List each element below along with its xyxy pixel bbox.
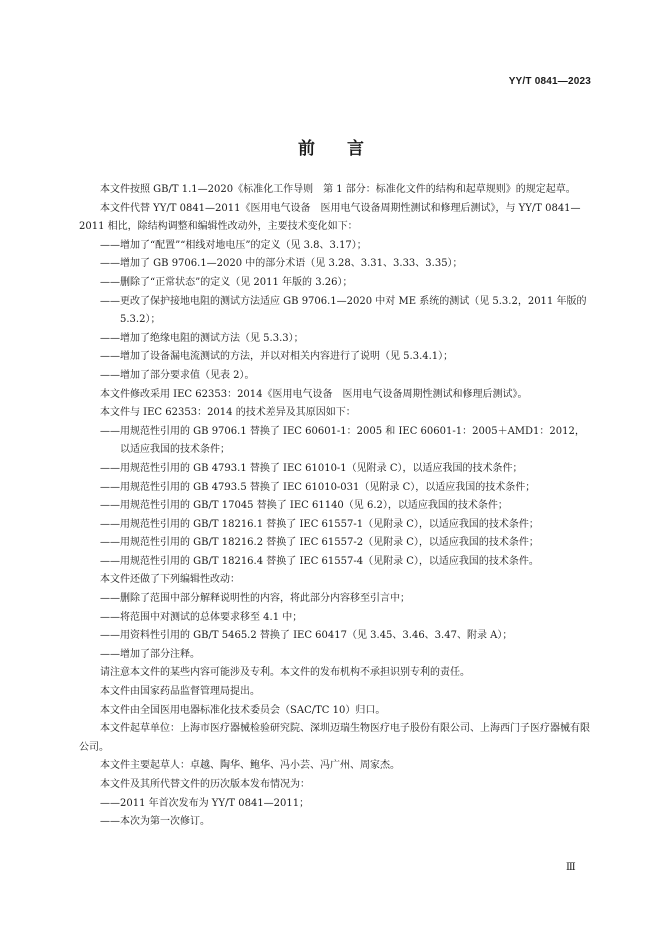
page-title: 前言 <box>298 139 396 159</box>
paragraph: 请注意本文件的某些内容可能涉及专利。本文件的发布机构不承担识别专利的责任。 <box>100 667 470 679</box>
dash-list-item: ——用规范性引用的 GB 4793.5 替换了 IEC 61010-031（见附录 C），以适应我国的技术条件； <box>100 481 536 493</box>
dash-list-item: ——增加了绝缘电阻的测试方法（见 5.3.3）； <box>100 332 304 344</box>
paragraph: 本文件还做了下列编辑性改动： <box>100 574 240 586</box>
dash-list-item: ——用规范性引用的 GB 4793.1 替换了 IEC 61010-1（见附录 C），以适应我国的技术条件； <box>100 462 523 474</box>
dash-list-item: ——用规范性引用的 GB 9706.1 替换了 IEC 60601-1：2005 和 IEC 60601-1：2005＋AMD1：2012，以适应我国的技术条件； <box>100 425 585 456</box>
dash-list-item: ——用规范性引用的 GB/T 17045 替换了 IEC 61140（见 6.2），以适应我国的技术条件； <box>100 500 508 512</box>
dash-list-item: ——删除了范围中部分解释说明性的内容，将此部分内容移至引言中； <box>100 593 410 605</box>
paragraph: 本文件及其所代替文件的历次版本发布情况为： <box>100 779 310 790</box>
dash-list-item: ——用规范性引用的 GB/T 18216.1 替换了 IEC 61557-1（见附录 C），以适应我国的技术条件； <box>100 518 539 530</box>
foreword-body <box>79 181 591 832</box>
standard-code-header: YY/T 0841—2023 <box>508 76 591 87</box>
dash-list-item: ——将范围中对测试的总体要求移至 4.1 中； <box>100 611 303 623</box>
paragraph: 本文件与 IEC 62353：2014 的技术差异及其原因如下： <box>100 407 356 419</box>
dash-list-item: ——增加了设备漏电流测试的方法，并以对相关内容进行了说明（见 5.3.4.1）； <box>100 351 454 363</box>
page-number: Ⅲ <box>566 862 576 873</box>
dash-list-item: ——增加了部分要求值（见表 2）。 <box>100 369 255 381</box>
dash-list-item: ——删除了“正常状态”的定义（见 2011 年版的 3.26）； <box>100 276 353 288</box>
dash-list-item: ——增加了部分注释。 <box>100 648 200 660</box>
dash-list-item: ——用规范性引用的 GB/T 18216.4 替换了 IEC 61557-4（见附录 C），以适应我国的技术条件。 <box>100 555 539 567</box>
paragraph: 本文件由全国医用电器标准化技术委员会（SAC/TC 10）归口。 <box>100 704 386 716</box>
paragraph: 本文件主要起草人：卓越、陶华、鲍华、冯小芸、冯广州、周家杰。 <box>100 760 400 772</box>
dash-list-item: ——更改了保护接地电阻的测试方法适应 GB 9706.1—2020 中对 ME 系统的测试（见 5.3.2，2011 年版的 5.3.2）； <box>100 295 587 326</box>
dash-list-item: ——增加了“配置”“相线对地电压”的定义（见 3.8、3.17）； <box>100 239 367 251</box>
dash-list-item: ——用资料性引用的 GB/T 5465.2 替换了 IEC 60417（见 3.45、3.46、3.47、附录 A）； <box>100 630 513 642</box>
paragraph: 本文件修改采用 IEC 62353：2014《医用电气设备 医用电气设备周期性测试和修理后测试》。 <box>100 388 528 400</box>
paragraph: 本文件代替 YY/T 0841—2011《医用电气设备 医用电气设备周期性测试和修理后测试》，与 YY/T 0841—2011 相比，除结构调整和编辑性改动外，主要技术变化如下： <box>79 202 581 233</box>
paragraph: 本文件由国家药品监督管理局提出。 <box>100 686 260 698</box>
paragraph: 本文件按照 GB/T 1.1—2020《标准化工作导则 第 1 部分：标准化文件的结构和起草规则》的规定起草。 <box>100 184 576 195</box>
dash-list-item: ——用规范性引用的 GB/T 18216.2 替换了 IEC 61557-2（见附录 C），以适应我国的技术条件； <box>100 537 539 549</box>
paragraph: 本文件起草单位：上海市医疗器械检验研究院、深圳迈瑞生物医疗电子股份有限公司、上海西门子医疗器械有限公司。 <box>79 723 590 753</box>
dash-list-item: ——2011 年首次发布为 YY/T 0841—2011； <box>100 797 310 809</box>
dash-list-item: ——增加了 GB 9706.1—2020 中的部分术语（见 3.28、3.31、3.33、3.35）； <box>100 258 463 270</box>
dash-list-item: ——本次为第一次修订。 <box>100 816 210 828</box>
